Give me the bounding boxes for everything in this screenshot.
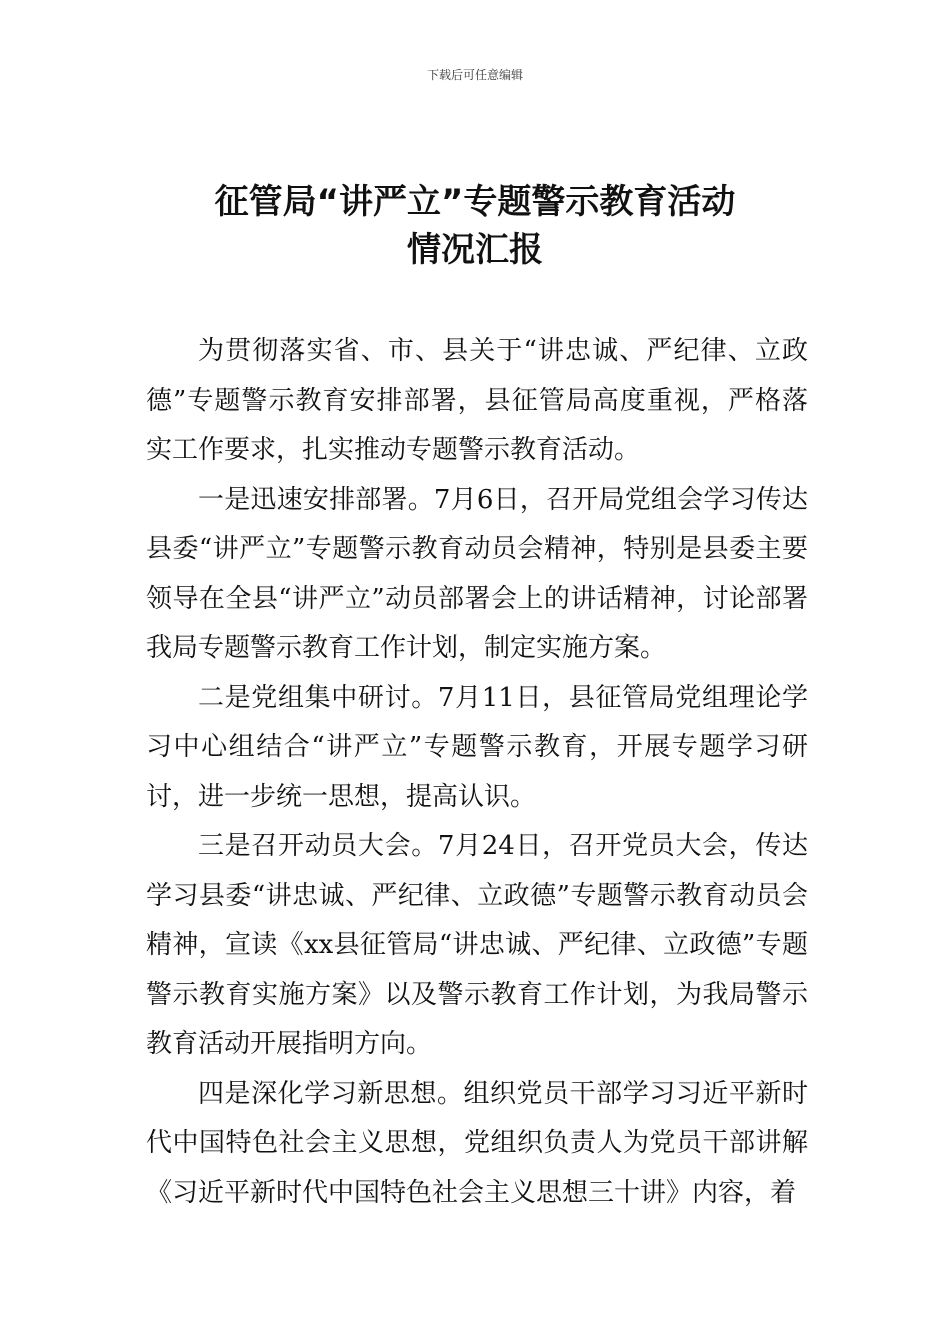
paragraph-3: 三是召开动员大会。7月24日，召开党员大会，传达学习县委“讲忠诚、严纪律、立政德”专题警示教育动员会精神，宣读《xx县征管局“讲忠诚、严纪律、立政德”专题警示教育实施方案》以及警示教育工作计划，为我局警示教育活动开展指明方向。	[146, 831, 808, 1059]
paragraph-intro: 为贯彻落实省、市、县关于“讲忠诚、严纪律、立政德”专题警示教育安排部署，县征管局高度重视，严格落实工作要求，扎实推动专题警示教育活动。	[146, 336, 808, 465]
paragraph-1: 一是迅速安排部署。7月6日，召开局党组会学习传达县委“讲严立”专题警示教育动员会精神，特别是县委主要领导在全县“讲严立”动员部署会上的讲话精神，讨论部署我局专题警示教育工作计划，制定实施方案。	[146, 484, 808, 663]
header-note: 下载后可任意编辑	[426, 68, 523, 82]
document-body	[146, 327, 808, 1218]
paragraph-2: 二是党组集中研讨。7月11日，县征管局党组理论学习中心组结合“讲严立”专题警示教育，开展专题学习研讨，进一步统一思想，提高认识。	[146, 682, 808, 812]
title-line-1: 征管局“讲严立”专题警示教育活动	[214, 182, 736, 222]
document-title	[120, 178, 830, 274]
title-line-2: 情况汇报	[407, 230, 543, 270]
paragraph-4: 四是深化学习新思想。组织党员干部学习习近平新时代中国特色社会主义思想，党组织负责人为党员干部讲解《习近平新时代中国特色社会主义思想三十讲》内容，着	[146, 1078, 808, 1208]
